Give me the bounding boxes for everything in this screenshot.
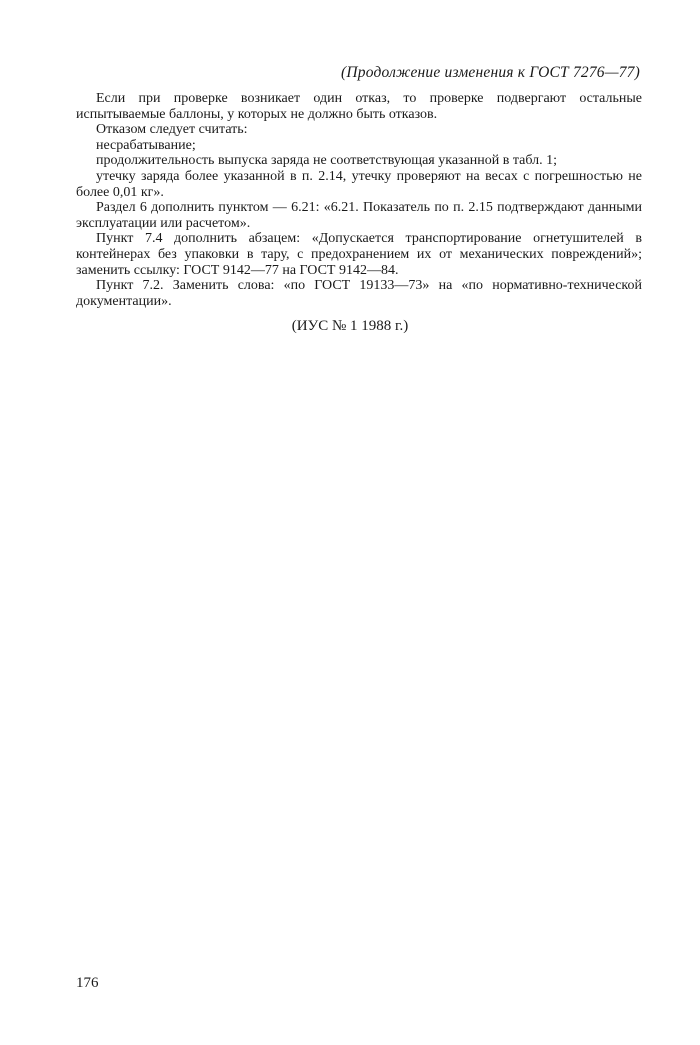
paragraph-non-operation: несрабатывание; bbox=[96, 137, 196, 153]
paragraph-failure-check: Если при проверке возникает один отказ, то проверке подвергают остальные испытываемые баллоны, у которых не должно быть отказов. bbox=[76, 91, 642, 122]
source-note: (ИУС № 1 1988 г.) bbox=[291, 318, 409, 334]
paragraph-section-6: Раздел 6 дополнить пунктом — 6.21: «6.21. Показатель по п. 2.15 подтверждают данными эксплуатации или расчетом». bbox=[76, 200, 642, 231]
continuation-header: (Продолжение изменения к ГОСТ 7276—77) bbox=[341, 64, 640, 81]
paragraph-clause-7-2: Пункт 7.2. Заменить слова: «по ГОСТ 19133—73» на «по нормативно-технической документации». bbox=[76, 278, 642, 309]
paragraph-failure-definition: Отказом следует считать: bbox=[96, 122, 248, 138]
amendment-body bbox=[76, 91, 642, 309]
paragraph-clause-7-4: Пункт 7.4 дополнить абзацем: «Допускается транспортирование огнетушителей в контейнерах без упаковки в тару, с предохранением их от механических повреждений»; заменить ссылку: ГОСТ 9142—77 на ГОСТ 9142—84. bbox=[76, 231, 642, 278]
page-number: 176 bbox=[76, 975, 99, 991]
paragraph-charge-leak: утечку заряда более указанной в п. 2.14, утечку проверяют на весах с погрешностью не более 0,01 кг». bbox=[76, 168, 642, 200]
paragraph-discharge-duration: продолжительность выпуска заряда не соответствующая указанной в табл. 1; bbox=[96, 153, 558, 169]
